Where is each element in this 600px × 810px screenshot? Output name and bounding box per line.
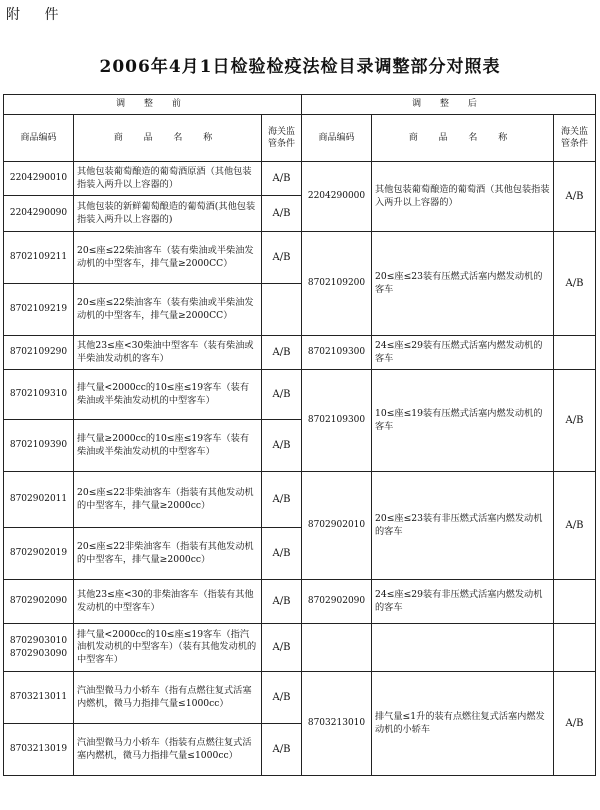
- after-code: 8702902090: [302, 580, 372, 624]
- table-row: [4, 472, 596, 528]
- before-name: 其他包装的新鲜葡萄酿造的葡萄酒(其他包装指装入两升以上容器的): [74, 196, 262, 232]
- before-code: 8702109310: [4, 370, 74, 420]
- before-cond: A/B: [262, 472, 302, 528]
- after-code: 8703213010: [302, 672, 372, 776]
- before-name: 20≤座≤22非柴油客车（指装有其他发动机的中型客车，排气量≥2000cc）: [74, 528, 262, 580]
- col-name-after: 商 品 名 称: [372, 115, 554, 162]
- table-row: [4, 672, 596, 724]
- col-cond-before: 海关监管条件: [262, 115, 302, 162]
- table-row: [4, 336, 596, 370]
- comparison-table: [3, 94, 596, 776]
- after-name: 排气量≤1升的装有点燃往复式活塞内燃发动机的小轿车: [372, 672, 554, 776]
- col-cond-after: 海关监管条件: [554, 115, 596, 162]
- after-cond: [554, 580, 596, 624]
- after-cond: [554, 336, 596, 370]
- group-before-header: 调 整 前: [4, 95, 302, 115]
- before-cond: A/B: [262, 370, 302, 420]
- after-name: 其他包装葡萄酿造的葡萄酒（其他包装指装入两升以上容器的）: [372, 162, 554, 232]
- table-row: [4, 580, 596, 624]
- before-code: 8702903010 8702903090: [4, 624, 74, 672]
- before-name: 排气量<2000cc的10≤座≤19客车（指汽油机发动机的中型客车）（装有其他发动机的中型客车）: [74, 624, 262, 672]
- before-code: 2204290010: [4, 162, 74, 196]
- before-cond: A/B: [262, 672, 302, 724]
- after-code: 8702902010: [302, 472, 372, 580]
- before-cond: A/B: [262, 624, 302, 672]
- before-code: 2204290090: [4, 196, 74, 232]
- before-cond: A/B: [262, 420, 302, 472]
- table-row: [4, 624, 596, 672]
- before-name: 汽油型微马力小轿车（指有点燃往复式活塞内燃机，微马力指排气量≤1000cc）: [74, 672, 262, 724]
- after-code: [302, 624, 372, 672]
- group-header-row: [4, 95, 596, 115]
- before-code: 8702109211: [4, 232, 74, 284]
- col-name-before: 商 品 名 称: [74, 115, 262, 162]
- before-cond: A/B: [262, 232, 302, 284]
- table-row: [4, 162, 596, 196]
- table-row: [4, 370, 596, 420]
- before-cond: A/B: [262, 724, 302, 776]
- after-cond: A/B: [554, 162, 596, 232]
- after-name: 20≤座≤23装有压燃式活塞内燃发动机的客车: [372, 232, 554, 336]
- col-code-after: 商品编码: [302, 115, 372, 162]
- after-cond: [554, 624, 596, 672]
- after-code: 8702109300: [302, 336, 372, 370]
- before-code: 8702109390: [4, 420, 74, 472]
- before-cond: [262, 284, 302, 336]
- after-name: 20≤座≤23装有非压燃式活塞内燃发动机的客车: [372, 472, 554, 580]
- before-cond: A/B: [262, 336, 302, 370]
- after-name: 24≤座≤29装有非压燃式活塞内燃发动机的客车: [372, 580, 554, 624]
- after-cond: A/B: [554, 232, 596, 336]
- before-code: 8702109219: [4, 284, 74, 336]
- before-name: 20≤座≤22柴油客车（装有柴油或半柴油发动机的中型客车，排气量≥2000CC）: [74, 284, 262, 336]
- before-name: 汽油型微马力小轿车（指装有点燃往复式活塞内燃机，微马力指排气量≤1000cc）: [74, 724, 262, 776]
- before-name: 排气量<2000cc的10≤座≤19客车（装有柴油或半柴油发动机的中型客车）: [74, 370, 262, 420]
- before-name: 排气量≥2000cc的10≤座≤19客车（装有柴油或半柴油发动机的中型客车）: [74, 420, 262, 472]
- table-row: [4, 232, 596, 284]
- before-code: 8702902090: [4, 580, 74, 624]
- before-code: 8703213019: [4, 724, 74, 776]
- before-cond: A/B: [262, 528, 302, 580]
- before-name: 20≤座≤22柴油客车（装有柴油或半柴油发动机的中型客车，排气量≥2000CC）: [74, 232, 262, 284]
- after-name: [372, 624, 554, 672]
- before-code: 8703213011: [4, 672, 74, 724]
- before-name: 20≤座≤22非柴油客车（指装有其他发动机的中型客车，排气量≥2000cc）: [74, 472, 262, 528]
- before-name: 其他包装葡萄酿造的葡萄酒原酒（其他包装指装入两升以上容器的）: [74, 162, 262, 196]
- after-code: 8702109300: [302, 370, 372, 472]
- col-code-before: 商品编码: [4, 115, 74, 162]
- before-cond: A/B: [262, 580, 302, 624]
- page-title: 2006年4月1日检验检疫法检目录调整部分对照表: [99, 57, 501, 77]
- before-cond: A/B: [262, 196, 302, 232]
- column-header-row: [4, 115, 596, 162]
- attachment-label: 附 件: [6, 7, 69, 23]
- after-name: 10≤座≤19装有压燃式活塞内燃发动机的客车: [372, 370, 554, 472]
- before-code: 8702109290: [4, 336, 74, 370]
- after-name: 24≤座≤29装有压燃式活塞内燃发动机的客车: [372, 336, 554, 370]
- after-cond: A/B: [554, 472, 596, 580]
- after-cond: A/B: [554, 672, 596, 776]
- before-name: 其他23≤座<30的非柴油客车（指装有其他发动机的中型客车）: [74, 580, 262, 624]
- after-code: 8702109200: [302, 232, 372, 336]
- after-cond: A/B: [554, 370, 596, 472]
- before-cond: A/B: [262, 162, 302, 196]
- before-name: 其他23≤座<30柴油中型客车（装有柴油或半柴油发动机的客车）: [74, 336, 262, 370]
- after-code: 2204290000: [302, 162, 372, 232]
- group-after-header: 调 整 后: [302, 95, 596, 115]
- before-code: 8702902019: [4, 528, 74, 580]
- before-code: 8702902011: [4, 472, 74, 528]
